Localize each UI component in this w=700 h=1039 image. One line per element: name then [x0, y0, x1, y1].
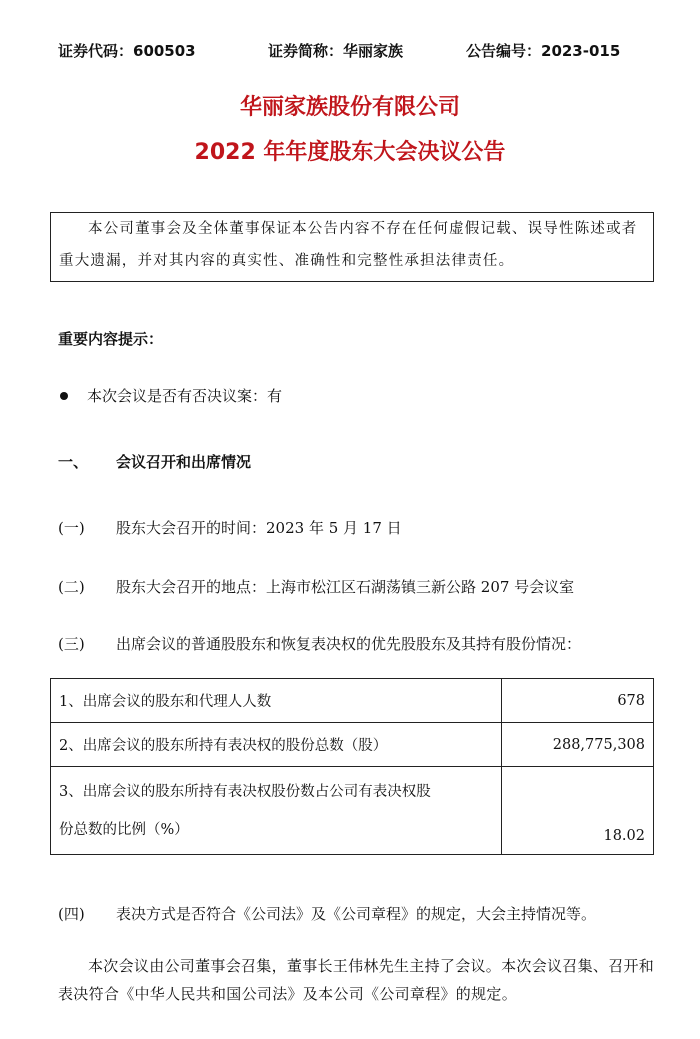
table-cell-value: 18.02 — [502, 767, 654, 855]
item-label: (三) — [58, 635, 85, 653]
item-label: (四) — [58, 905, 85, 923]
table-cell-value: 678 — [502, 679, 654, 723]
table-cell-label — [51, 767, 502, 855]
stock-code: 证券代码：600503 — [58, 42, 196, 60]
announcement-title: 2022 年年度股东大会决议公告 — [194, 140, 506, 165]
table-cell-label: 2、出席会议的股东所持有表决权的股份总数（股） — [51, 723, 502, 767]
table-row — [51, 679, 654, 723]
table-row — [51, 723, 654, 767]
table-cell-label-line: 3、出席会议的股东所持有表决权股份数占公司有表决权股 — [59, 783, 431, 800]
closing-paragraph: 本次会议由公司董事会召集，董事长王伟林先生主持了会议。本次会议召集、召开和表决符合《中华人民共和国公司法》及本公司《公司章程》的规定。 — [58, 957, 655, 1003]
item-label: (二) — [58, 578, 85, 596]
table-cell-label: 1、出席会议的股东和代理人人数 — [51, 679, 502, 723]
board-guarantee-notice — [50, 212, 654, 282]
announcement-number: 公告编号：2023-015 — [466, 42, 621, 60]
bullet-icon — [60, 392, 68, 400]
section-title: 会议召开和出席情况 — [116, 453, 252, 471]
voting-method-item: 表决方式是否符合《公司法》及《公司章程》的规定，大会主持情况等。 — [116, 905, 597, 923]
attendance-intro: 出席会议的普通股股东和恢复表决权的优先股股东及其持有股份情况： — [116, 635, 582, 653]
table-cell-label-line: 份总数的比例（%） — [59, 821, 189, 838]
meeting-location: 股东大会召开的地点：上海市松江区石湖荡镇三新公路 207 号会议室 — [116, 578, 575, 596]
section-number: 一、 — [58, 453, 89, 471]
table-row — [51, 767, 654, 855]
company-title: 华丽家族股份有限公司 — [239, 95, 460, 120]
item-label: (一) — [58, 519, 85, 537]
attendance-table — [50, 678, 654, 855]
document-header — [58, 40, 658, 62]
highlight-item: 本次会议是否有否决议案：有 — [87, 387, 283, 405]
table-cell-value: 288,775,308 — [502, 723, 654, 767]
highlights-heading: 重要内容提示： — [58, 330, 164, 348]
stock-name: 证券简称：华丽家族 — [268, 42, 404, 60]
meeting-time: 股东大会召开的时间：2023 年 5 月 17 日 — [116, 519, 402, 537]
notice-text: 本公司董事会及全体董事保证本公告内容不存在任何虚假记载、误导性陈述或者重大遗漏，并对其内容的真实性、准确性和完整性承担法律责任。 — [59, 221, 638, 269]
